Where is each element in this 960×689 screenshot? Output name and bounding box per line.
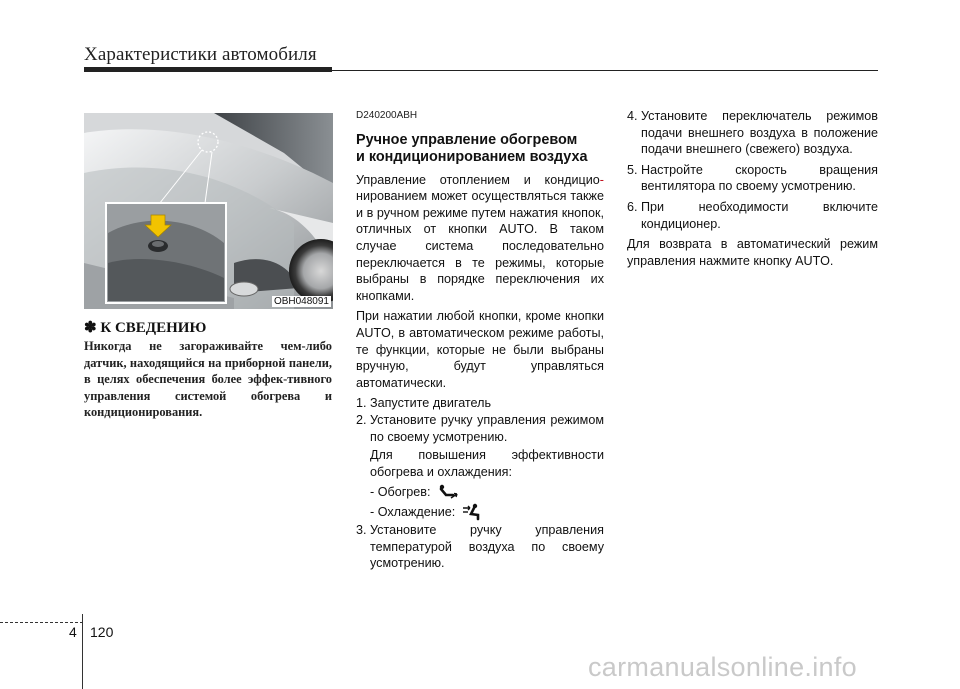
photo-caption: OBH048091 <box>273 296 329 307</box>
step-text: Установите переключатель режимов подачи внешнего воздуха в положение подачи внешнего (свежего) воздуха. <box>641 109 878 157</box>
paragraph-auto-note: При нажатии любой кнопки, кроме кнопки AUTO, в автоматическом режиме работы, те функции, которые не были выбраны вручную, будут управляться автоматически. <box>356 309 604 390</box>
dashboard-sensor-photo <box>84 113 333 309</box>
step-4 <box>627 108 878 158</box>
notice-title: ✽ К СВЕДЕНИЮ <box>84 320 207 336</box>
step-2-note: Для повышения эффективности обогрева и охлаждения: <box>370 448 604 479</box>
footer-rule-horizontal <box>0 622 82 623</box>
step-number: 5. <box>627 162 638 177</box>
page-header-title: Характеристики автомобиля <box>84 44 317 65</box>
step-6 <box>627 199 878 232</box>
cooling-mode-line <box>356 502 604 522</box>
step-number: 2. <box>356 412 367 427</box>
step-text: Установите ручку управления температурой воздуха по своему усмотрению. <box>370 523 604 571</box>
paragraph-manual-mode <box>356 172 604 305</box>
step-3 <box>356 522 604 572</box>
step-number: 3. <box>356 523 367 538</box>
footer-rule-vertical <box>82 614 83 689</box>
step-number: 4. <box>627 109 638 123</box>
face-vent-icon <box>461 503 483 521</box>
section-title-line1: Ручное управление обогревом <box>356 131 578 148</box>
step-text: Запустите двигатель <box>370 396 492 411</box>
heating-label: - Обогрев: <box>370 484 431 499</box>
heating-mode-line <box>356 482 604 502</box>
paragraph-return-auto: Для возврата в автоматический режим управления нажмите кнопку AUTO. <box>627 237 878 268</box>
step-text: Настройте скорость вращения вентилятора по своему усмотрению. <box>641 162 878 194</box>
step-2 <box>356 412 604 445</box>
step-text: При необходимости включите кондиционер. <box>641 199 878 231</box>
hyphen-mark: - <box>599 172 604 187</box>
section-code: D240200ABH <box>356 110 418 121</box>
step-number: 1. <box>356 396 367 411</box>
chapter-number: 4 <box>69 624 77 640</box>
cooling-label: - Охлаждение: <box>370 504 456 519</box>
para1-text: Управление отоплением и кондицио <box>356 172 600 187</box>
step-1 <box>356 395 604 412</box>
section-title-line2: и кондиционированием воздуха <box>356 148 588 165</box>
car-illustration <box>84 113 333 309</box>
step-5 <box>627 162 878 195</box>
content-column-middle <box>356 108 604 572</box>
para1-text-rest: нированием может осуществляться также и в ручном режиме путем нажатия кнопок, отличных от кнопки AUTO. В таком случае система последовательно переключается в те режимы, которые выбраны в порядке переключения их кнопками. <box>356 189 604 303</box>
step-number: 6. <box>627 199 638 214</box>
header-rule-thin <box>84 70 878 71</box>
content-column-right <box>627 108 878 273</box>
page-number: 120 <box>90 624 114 640</box>
step-text: Установите ручку управления режимом по своему усмотрению. <box>370 412 604 444</box>
section-title <box>356 132 604 166</box>
watermark: carmanualsonline.info <box>588 652 857 682</box>
floor-vent-icon <box>437 484 459 500</box>
notice-body: Никогда не загораживайте чем-либо датчик, находящийся на приборной панели, в целях обеспечения более эффек-тивного управления системой обогрева и кондиционирования. <box>84 339 332 420</box>
